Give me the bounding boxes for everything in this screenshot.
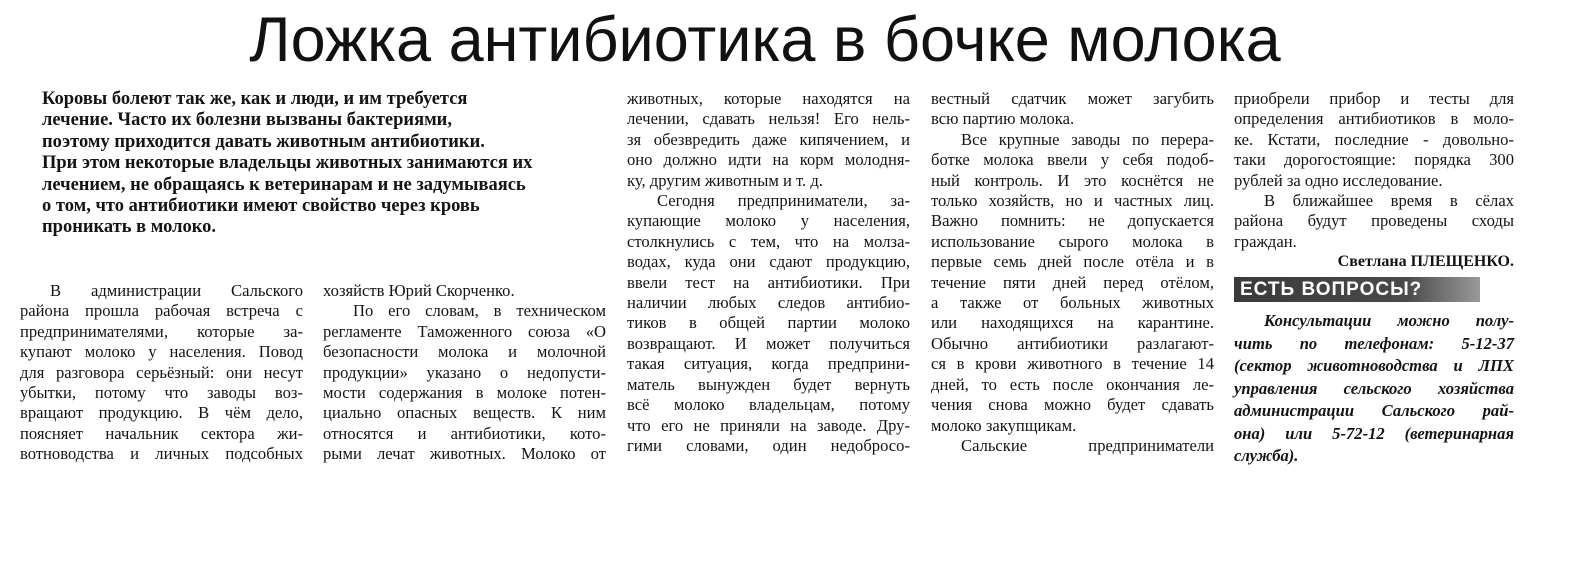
text-line: ботке молока ввели у себя подоб- — [931, 150, 1214, 170]
text-line: такая ситуация, когда предприни- — [627, 354, 910, 374]
text-line: использование сырого молока в — [931, 231, 1214, 251]
text-line: водах, куда они сдают продукцию, — [627, 252, 910, 272]
text-line: циально опасных веществ. К ним — [323, 403, 606, 423]
text-line: регламенте Таможенного союза «О — [323, 321, 606, 341]
text-line: животных, которые находятся на — [627, 89, 910, 108]
text-line: первые семь дней после отёла и в — [931, 252, 1214, 272]
text-line: купающие молоко у населения, — [627, 211, 910, 231]
text-line: ке. Кстати, последние - довольно- — [1234, 129, 1514, 149]
text-line: лечении, сдавать нельзя! Его нель- — [627, 109, 910, 129]
text-line: управления сельского хозяйства — [1234, 378, 1514, 398]
text-line: что его не приняли на заводе. Дру- — [627, 415, 910, 435]
text-line: района будут проведены сходы — [1234, 211, 1514, 231]
text-line: течение пяти дней перед отёлом, — [931, 272, 1214, 292]
text-line: всю партию молока. — [931, 109, 1075, 129]
text-line: рыми лечат животных. Молоко от — [323, 444, 606, 464]
lead-line: лечением, не обращаясь к ветеринарам и не задумываясь — [42, 174, 526, 195]
text-line: гими словами, один недобросо- — [627, 435, 910, 455]
text-line: купают молоко у населения. Повод — [20, 342, 303, 362]
text-line: чить по телефонам: 5-12-37 — [1234, 333, 1514, 353]
lead-line: При этом некоторые владельцы животных занимаются их — [42, 153, 533, 174]
text-line: для разговора серьёзный: они несут — [20, 362, 303, 382]
text-line: дней, то есть после окончания ле- — [931, 374, 1214, 394]
text-line: или находящихся на карантине. — [931, 313, 1214, 333]
text-line: всё молоко владельцам, потому — [627, 395, 910, 415]
column-2 — [323, 281, 606, 465]
text-line: По его словам, в техническом — [353, 301, 606, 321]
text-line: служба). — [1234, 446, 1299, 466]
text-line: зя обезвредить даже кипячением, и — [627, 129, 910, 149]
text-line: наличии любых следов антибио- — [627, 293, 910, 313]
text-line: Важно помнить: не допускается — [931, 211, 1214, 231]
column-5 — [1234, 89, 1514, 468]
text-line: В администрации Сальского — [50, 281, 303, 300]
text-line: Обычно антибиотики разлагают- — [931, 333, 1214, 353]
text-line: продукции» указано о недопусти- — [323, 362, 606, 382]
lead-line: Коровы болеют так же, как и люди, и им требуется — [42, 89, 468, 109]
text-line: Консультации можно полу- — [1264, 311, 1514, 331]
column-4 — [931, 89, 1214, 456]
text-line: (сектор животноводства и ЛПХ — [1234, 356, 1514, 376]
author-byline: Светлана ПЛЕЩЕНКО. — [1337, 253, 1514, 271]
text-line: матель вынужден будет вернуть — [627, 374, 910, 394]
text-line: рублей за одно исследование. — [1234, 170, 1443, 190]
text-line: района прошла рабочая встреча с — [20, 301, 303, 321]
text-line: хозяйств Юрий Скорченко. — [323, 281, 515, 300]
text-line: чения снова можно будет сдавать — [931, 395, 1214, 415]
text-line: Сегодня предприниматели, за- — [657, 191, 910, 211]
text-line: она) или 5-72-12 (ветеринарная — [1234, 423, 1514, 443]
text-line: граждан. — [1234, 231, 1297, 251]
text-line: возвращают. И может получиться — [627, 333, 910, 353]
text-line: ся в крови животного в течение 14 — [931, 354, 1214, 374]
text-line: Сальские предприниматели — [961, 435, 1214, 455]
text-line: молоко закупщикам. — [931, 415, 1077, 435]
text-line: определения антибиотиков в моло- — [1234, 109, 1514, 129]
text-line: оно должно идти на корм молодня- — [627, 150, 910, 170]
text-line: ный контроль. И это коснётся не — [931, 170, 1214, 190]
column-1 — [20, 281, 303, 465]
questions-heading: ЕСТЬ ВОПРОСЫ? — [1234, 277, 1480, 302]
lead-line: поэтому приходится давать животным антибиотики. — [42, 131, 485, 152]
text-line: относятся и антибиотики, кото- — [323, 423, 606, 443]
text-line: мости содержания в молоке потен- — [323, 383, 606, 403]
text-line: таки дорогостоящие: порядка 300 — [1234, 150, 1514, 170]
text-line: а также от больных животных — [931, 293, 1214, 313]
text-line: тиков в общей партии молоко — [627, 313, 910, 333]
text-line: поясняет начальник сектора жи- — [20, 423, 303, 443]
article-title: Ложка антибиотика в бочке молока — [249, 5, 1281, 75]
text-line: предпринимателями, которые за- — [20, 321, 303, 341]
text-line: приобрели прибор и тесты для — [1234, 89, 1514, 108]
lead-line: лечение. Часто их болезни вызваны бактериями, — [42, 110, 452, 131]
text-line: безопасности молока и молочной — [323, 342, 606, 362]
text-line: Все крупные заводы по перера- — [961, 129, 1214, 149]
text-line: столкнулись с тем, что на молза- — [627, 231, 910, 251]
text-line: убытки, потому что заводы воз- — [20, 383, 303, 403]
article-lead — [42, 89, 622, 239]
contacts-info — [1234, 310, 1514, 468]
text-line: только хозяйств, но и частных лиц. — [931, 191, 1214, 211]
text-line: вестный сдатчик может загубить — [931, 89, 1214, 108]
text-line: вотноводства и личных подсобных — [20, 444, 303, 464]
lead-line: о том, что антибиотики имеют свойство через кровь — [42, 196, 480, 217]
column-3 — [627, 89, 910, 456]
text-line: ввели тест на антибиотики. При — [627, 272, 910, 292]
text-line: администрации Сальского рай- — [1234, 401, 1514, 421]
text-line: В ближайшее время в сёлах — [1264, 191, 1514, 211]
text-line: вращают продукцию. В чём дело, — [20, 403, 303, 423]
text-line: ку, другим животным и т. д. — [627, 170, 823, 190]
lead-line: проникать в молоко. — [42, 217, 217, 238]
